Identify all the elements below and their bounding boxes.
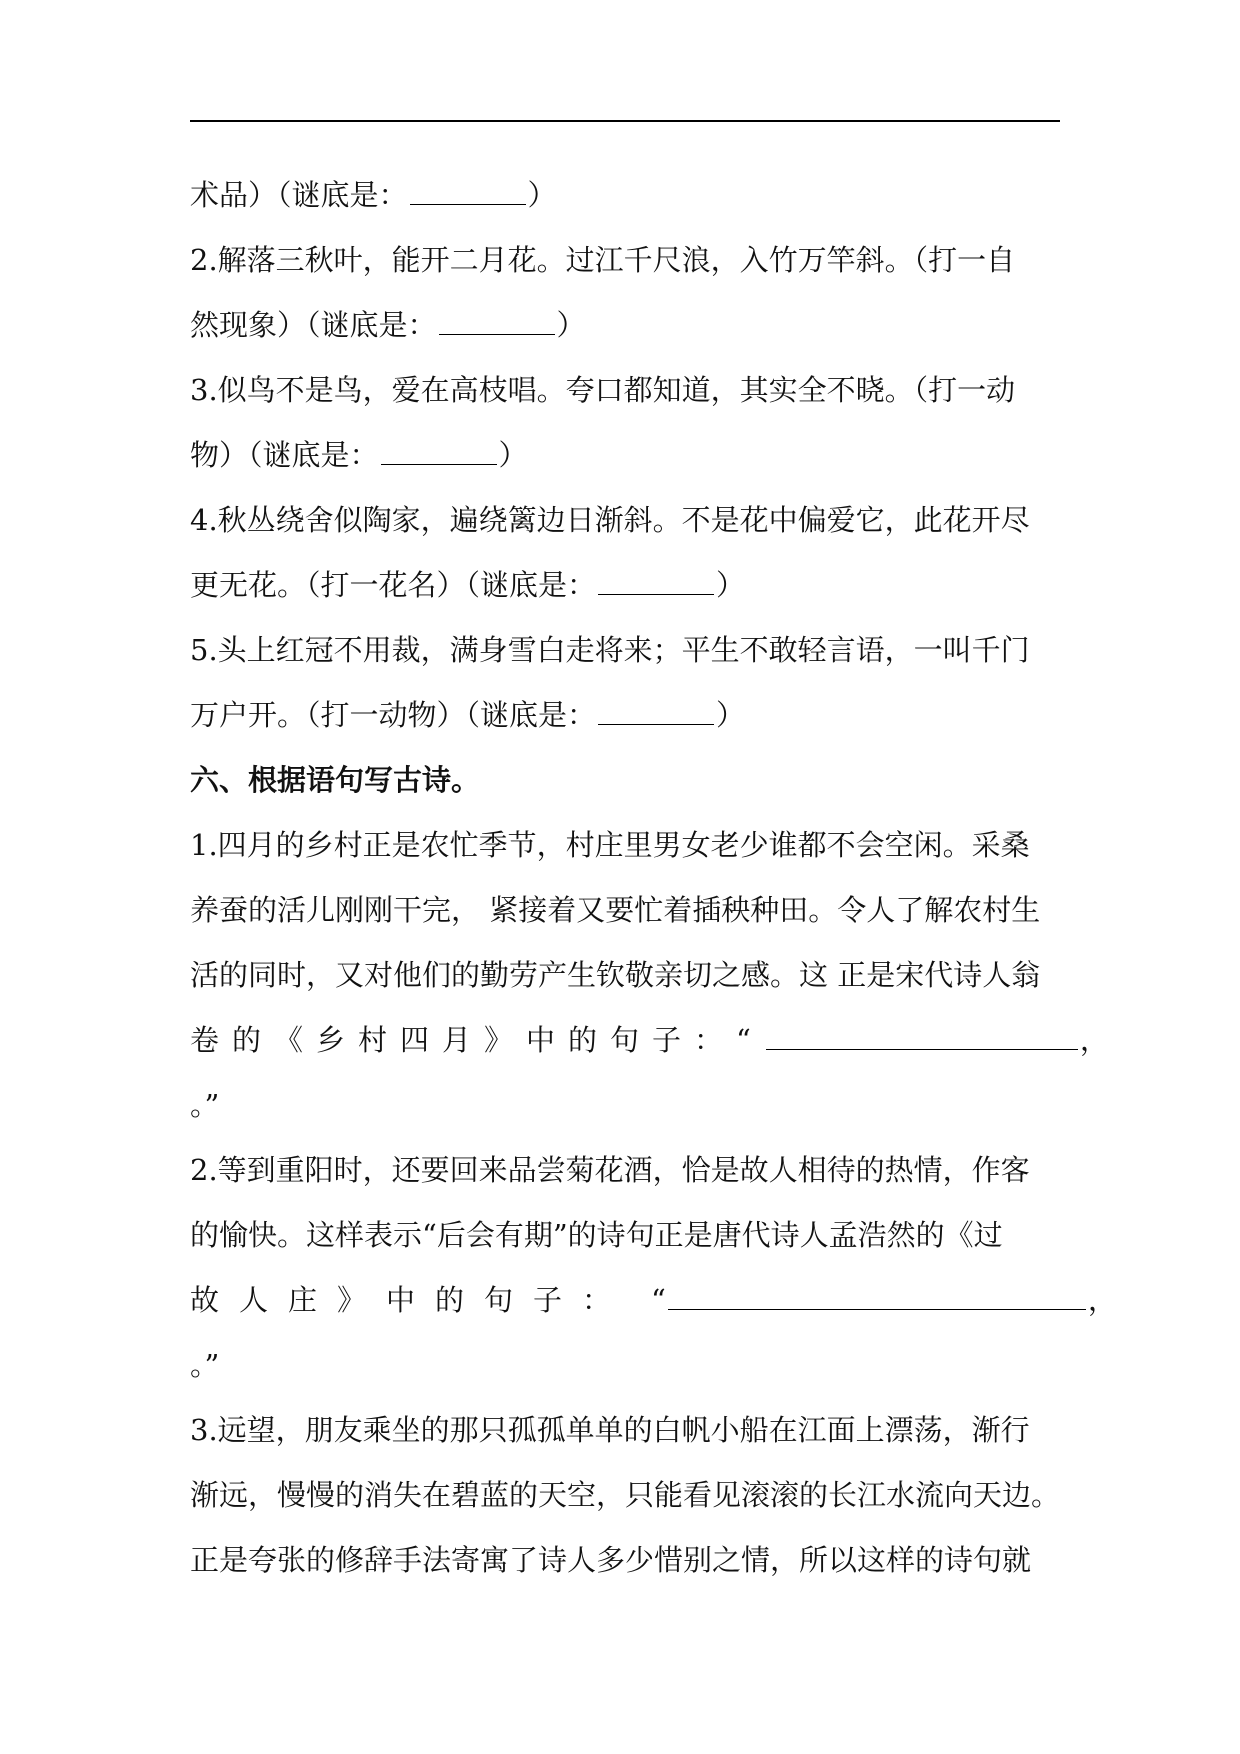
document-body bbox=[190, 170, 1117, 1600]
riddle-4-close: ） bbox=[716, 568, 746, 602]
riddle-4-answer-blank[interactable] bbox=[598, 562, 714, 595]
q2-comma: ， bbox=[1087, 1283, 1117, 1317]
q3-line-1: 3.远望，朋友乘坐的那只孤孤单单的白帆小船在江面上漂荡，渐行 bbox=[190, 1413, 1030, 1447]
riddle-1-text: 术品）（谜底是： bbox=[190, 178, 408, 212]
riddle-1-answer-blank[interactable] bbox=[410, 172, 526, 205]
q2-prompt: 故人庄》中的句子： bbox=[190, 1283, 632, 1317]
riddle-2-answer-blank[interactable] bbox=[439, 302, 555, 335]
q1-line-1: 1.四月的乡村正是农忙季节，村庄里男女老少谁都不会空闲。采桑 bbox=[190, 828, 1030, 862]
header-rule bbox=[190, 120, 1060, 122]
riddle-5-close: ） bbox=[716, 698, 746, 732]
riddle-1-close: ） bbox=[527, 178, 557, 212]
riddle-3-line-1: 3.似鸟不是鸟，爱在高枝唱。夸口都知道，其实全不晓。（打一动 bbox=[190, 373, 1016, 407]
q1-line-5: 。” bbox=[190, 1088, 220, 1122]
q1-comma: ， bbox=[1079, 1023, 1109, 1057]
q2-line-4: 。” bbox=[190, 1348, 220, 1382]
q3-line-3: 正是夸张的修辞手法寄寓了诗人多少惜别之情，所以这样的诗句就 bbox=[190, 1543, 1032, 1577]
riddle-4-line-2 bbox=[190, 560, 1070, 625]
q2-open-quote: “ bbox=[651, 1283, 666, 1317]
q2-line-3 bbox=[190, 1275, 1117, 1340]
q1-prompt: 卷的《乡村四月》中的句子：“ bbox=[190, 1023, 764, 1057]
q1-line-2: 养蚕的活儿刚刚干完， 紧接着又要忙着插秧种田。令人了解农村生 bbox=[190, 893, 1041, 927]
q1-line-3: 活的同时，又对他们的勤劳产生钦敬亲切之感。这 正是宋代诗人翁 bbox=[190, 958, 1041, 992]
q3-line-2: 渐远，慢慢的消失在碧蓝的天空，只能看见滚滚的长江水流向天边。 bbox=[190, 1478, 1061, 1512]
riddle-5-answer-blank[interactable] bbox=[598, 692, 714, 725]
section-6-heading: 六、根据语句写古诗。 bbox=[190, 763, 481, 797]
riddle-2-line-1: 2.解落三秋叶，能开二月花。过江千尺浪，入竹万竿斜。（打一自 bbox=[190, 243, 1016, 277]
riddle-5-line-1: 5.头上红冠不用裁，满身雪白走将来；平生不敢轻言语，一叫千门 bbox=[190, 633, 1030, 667]
riddle-1-answer-line bbox=[190, 170, 1070, 235]
riddle-5-text: 万户开。（打一动物）（谜底是： bbox=[190, 698, 597, 732]
riddle-2-close: ） bbox=[556, 308, 586, 342]
q2-line-1: 2.等到重阳时，还要回来品尝菊花酒，恰是故人相待的热情，作客 bbox=[190, 1153, 1030, 1187]
riddle-5-line-2 bbox=[190, 690, 1070, 755]
q2-answer-blank[interactable] bbox=[668, 1277, 1086, 1310]
riddle-4-line-1: 4.秋丛绕舍似陶家，遍绕篱边日渐斜。不是花中偏爱它，此花开尽 bbox=[190, 503, 1030, 537]
riddle-3-line-2 bbox=[190, 430, 1070, 495]
riddle-3-text: 物）（谜底是： bbox=[190, 438, 379, 472]
q1-answer-blank[interactable] bbox=[766, 1017, 1078, 1050]
riddle-2-text: 然现象）（谜底是： bbox=[190, 308, 437, 342]
q1-line-4 bbox=[190, 1015, 1109, 1080]
riddle-2-line-2 bbox=[190, 300, 1070, 365]
riddle-4-text: 更无花。（打一花名）（谜底是： bbox=[190, 568, 597, 602]
q2-line-2: 的愉快。这样表示“后会有期”的诗句正是唐代诗人孟浩然的《过 bbox=[190, 1218, 1003, 1252]
riddle-3-answer-blank[interactable] bbox=[381, 432, 497, 465]
riddle-3-close: ） bbox=[498, 438, 528, 472]
